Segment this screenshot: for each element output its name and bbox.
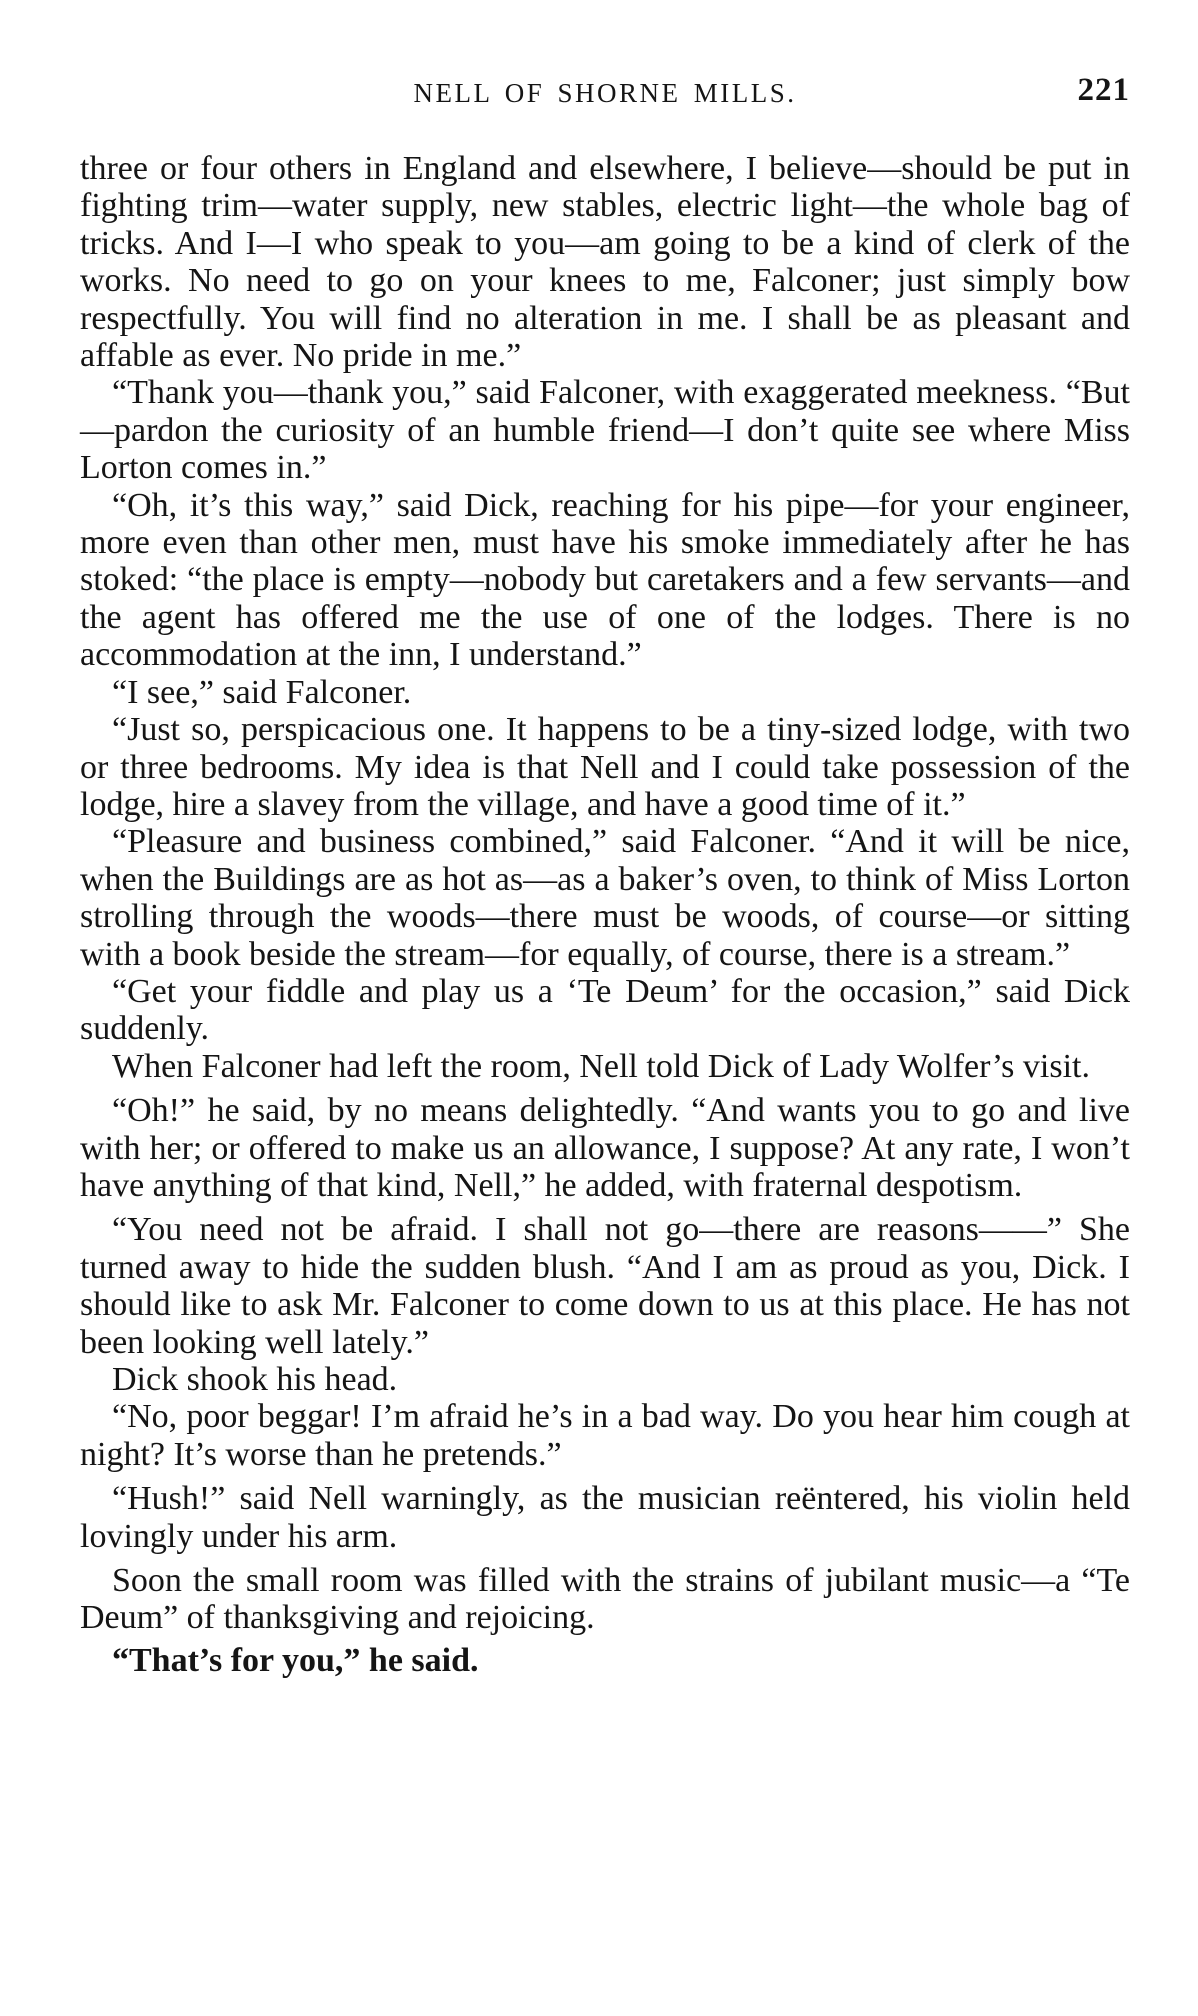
paragraph-7: “Get your fiddle and play us a ‘Te Deum’ for the occasion,” said Dick suddenly. [80,972,1130,1048]
paragraph-10: “You need not be afraid. I shall not go—there are reasons——” She turned away to hide the sudden blush. “And I am as proud as you, Dick. I should like to ask Mr. Falconer to come down to us at this place. He has not been looking well lately.” [80,1211,1130,1361]
page-number: 221 [1077,72,1130,108]
paragraph-9: “Oh!” he said, by no means delightedly. “And wants you to go and live with her; or offered to make us an allowance, I suppose? At any rate, I won’t have anything of that kind, Nell,” he added, with fraternal despotism. [80,1092,1130,1204]
body-text [80,150,1130,1679]
paragraph-12: “No, poor beggar! I’m afraid he’s in a bad way. Do you hear him cough at night? It’s worse than he pretends.” [80,1398,1130,1473]
page-header [80,70,1130,120]
book-page [80,70,1130,1679]
paragraph-6: “Pleasure and business combined,” said Falconer. “And it will be nice, when the Buildings are as hot as—as a baker’s oven, to think of Miss Lorton strolling through the woods—there must be woods, of course—or sitting with a book beside the stream—for equally, of course, there is a stream.” [80,823,1130,973]
paragraph-4: “I see,” said Falconer. [112,673,412,711]
paragraph-3: “Oh, it’s this way,” said Dick, reaching for his pipe—for your engineer, more even than other men, must have his smoke immediately after he has stoked: “the place is empty—nobody but caretakers and a few servants—and the agent has offered me the use of one of the lodges. There is no accommodation at the inn, I understand.” [80,486,1130,674]
paragraph-13: “Hush!” said Nell warningly, as the musician reëntered, his violin held lovingly under his arm. [80,1480,1130,1555]
paragraph-11: Dick shook his head. [112,1361,398,1398]
paragraph-15: “That’s for you,” he said. [112,1641,479,1679]
paragraph-2: “Thank you—thank you,” said Falconer, with exaggerated meekness. “But—pardon the curiosity of an humble friend—I don’t quite see where Miss Lorton comes in.” [80,374,1130,487]
paragraph-8: When Falconer had left the room, Nell told Dick of Lady Wolfer’s visit. [112,1047,1090,1085]
running-title: NELL OF SHORNE MILLS. [413,78,797,108]
paragraph-1: three or four others in England and elsewhere, I believe—should be put in fighting trim—water supply, new stables, electric light—the whole bag of tricks. And I—I who speak to you—am going to be a kind of clerk of the works. No need to go on your knees to me, Falconer; just simply bow respectfully. You will find no alteration in me. I shall be as pleasant and affable as ever. No pride in me.” [80,150,1130,375]
paragraph-5: “Just so, perspicacious one. It happens to be a tiny-sized lodge, with two or three bedrooms. My idea is that Nell and I could take possession of the lodge, hire a slavey from the village, and have a good time of it.” [80,711,1130,823]
paragraph-14: Soon the small room was filled with the strains of jubilant music—a “Te Deum” of thanksgiving and rejoicing. [80,1562,1130,1637]
